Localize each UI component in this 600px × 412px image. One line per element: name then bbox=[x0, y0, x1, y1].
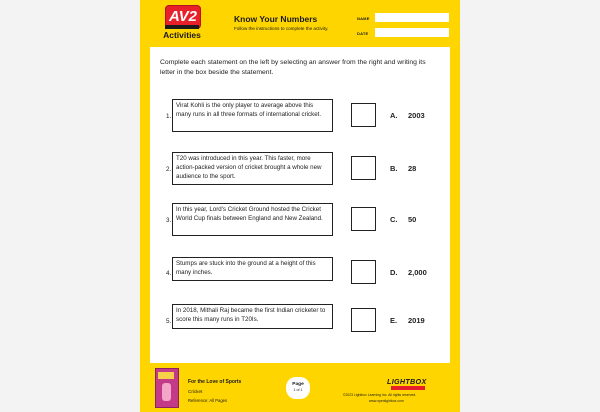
question-number: 3. bbox=[166, 217, 172, 224]
copyright-text: ©2023 Lightbox Learning Inc. All rights reserved. bbox=[343, 393, 417, 397]
question-row-4 bbox=[140, 256, 460, 290]
option-value: 50 bbox=[408, 215, 417, 224]
book-cover-title-band bbox=[158, 372, 174, 379]
instructions-text: Complete each statement on the left by selecting an answer from the right and writing its letter in the box beside the statement. bbox=[160, 59, 426, 76]
option-letter: E. bbox=[390, 316, 398, 325]
option-value: 2,000 bbox=[408, 268, 427, 277]
page-label: Page bbox=[292, 382, 304, 387]
question-number: 5. bbox=[166, 318, 172, 325]
worksheet-header bbox=[140, 0, 460, 47]
question-number: 2. bbox=[166, 166, 172, 173]
name-label: NAME bbox=[357, 16, 370, 21]
answer-box[interactable] bbox=[351, 207, 376, 231]
worksheet-title: Know Your Numbers bbox=[234, 14, 318, 24]
option-letter: D. bbox=[390, 268, 398, 277]
option-value: 28 bbox=[408, 164, 417, 173]
statement-box: Virat Kohli is the only player to average above this many runs in all three formats of international cricket. bbox=[172, 99, 333, 132]
question-number: 4. bbox=[166, 270, 172, 277]
logo-label: Activities bbox=[163, 30, 201, 40]
statement-box: T20 was introduced in this year. This faster, more action-packed version of cricket brought a whole new audience to the sport. bbox=[172, 152, 333, 185]
option-letter: C. bbox=[390, 215, 398, 224]
date-field[interactable] bbox=[375, 28, 449, 37]
option-value: 2003 bbox=[408, 111, 425, 120]
option-letter: B. bbox=[390, 164, 398, 173]
question-row-1 bbox=[140, 99, 460, 133]
option-value: 2019 bbox=[408, 316, 425, 325]
question-row-3 bbox=[140, 203, 460, 237]
page-indicator bbox=[286, 377, 310, 399]
book-cover-figure bbox=[162, 383, 171, 401]
av2-logo-stripe bbox=[165, 25, 199, 29]
worksheet-page bbox=[140, 0, 460, 412]
answer-box[interactable] bbox=[351, 156, 376, 180]
book-cover-thumbnail bbox=[155, 368, 179, 408]
lightbox-logo: LIGHTBOX bbox=[387, 377, 427, 386]
question-row-2 bbox=[140, 152, 460, 186]
statement-box: Stumps are stuck into the ground at a height of this many inches. bbox=[172, 257, 333, 281]
page-count: 1 of 1 bbox=[293, 388, 303, 392]
book-reference: Reference: All Pages bbox=[188, 398, 228, 403]
name-field[interactable] bbox=[375, 13, 449, 22]
question-number: 1. bbox=[166, 113, 172, 120]
worksheet-footer bbox=[140, 363, 460, 412]
statement-box: In this year, Lord's Cricket Ground hosted the Cricket World Cup finals between England and New Zealand. bbox=[172, 203, 333, 236]
answer-box[interactable] bbox=[351, 260, 376, 284]
answer-box[interactable] bbox=[351, 308, 376, 332]
answer-box[interactable] bbox=[351, 103, 376, 127]
lightbox-logo-bar bbox=[391, 386, 425, 390]
worksheet-subtitle: Follow the instructions to complete the activity. bbox=[234, 26, 329, 31]
website-link[interactable]: www.openlightbox.com bbox=[369, 399, 404, 403]
option-letter: A. bbox=[390, 111, 398, 120]
av2-logo-badge: AV2 bbox=[165, 5, 201, 29]
book-title: For the Love of Sports bbox=[188, 379, 242, 385]
book-subtitle: Cricket bbox=[188, 389, 203, 394]
av2-logo bbox=[159, 5, 205, 40]
statement-box: In 2018, Mithali Raj became the first Indian cricketer to score this many runs in T20Is. bbox=[172, 304, 333, 329]
date-label: DATE bbox=[357, 31, 369, 36]
question-row-5 bbox=[140, 304, 460, 338]
